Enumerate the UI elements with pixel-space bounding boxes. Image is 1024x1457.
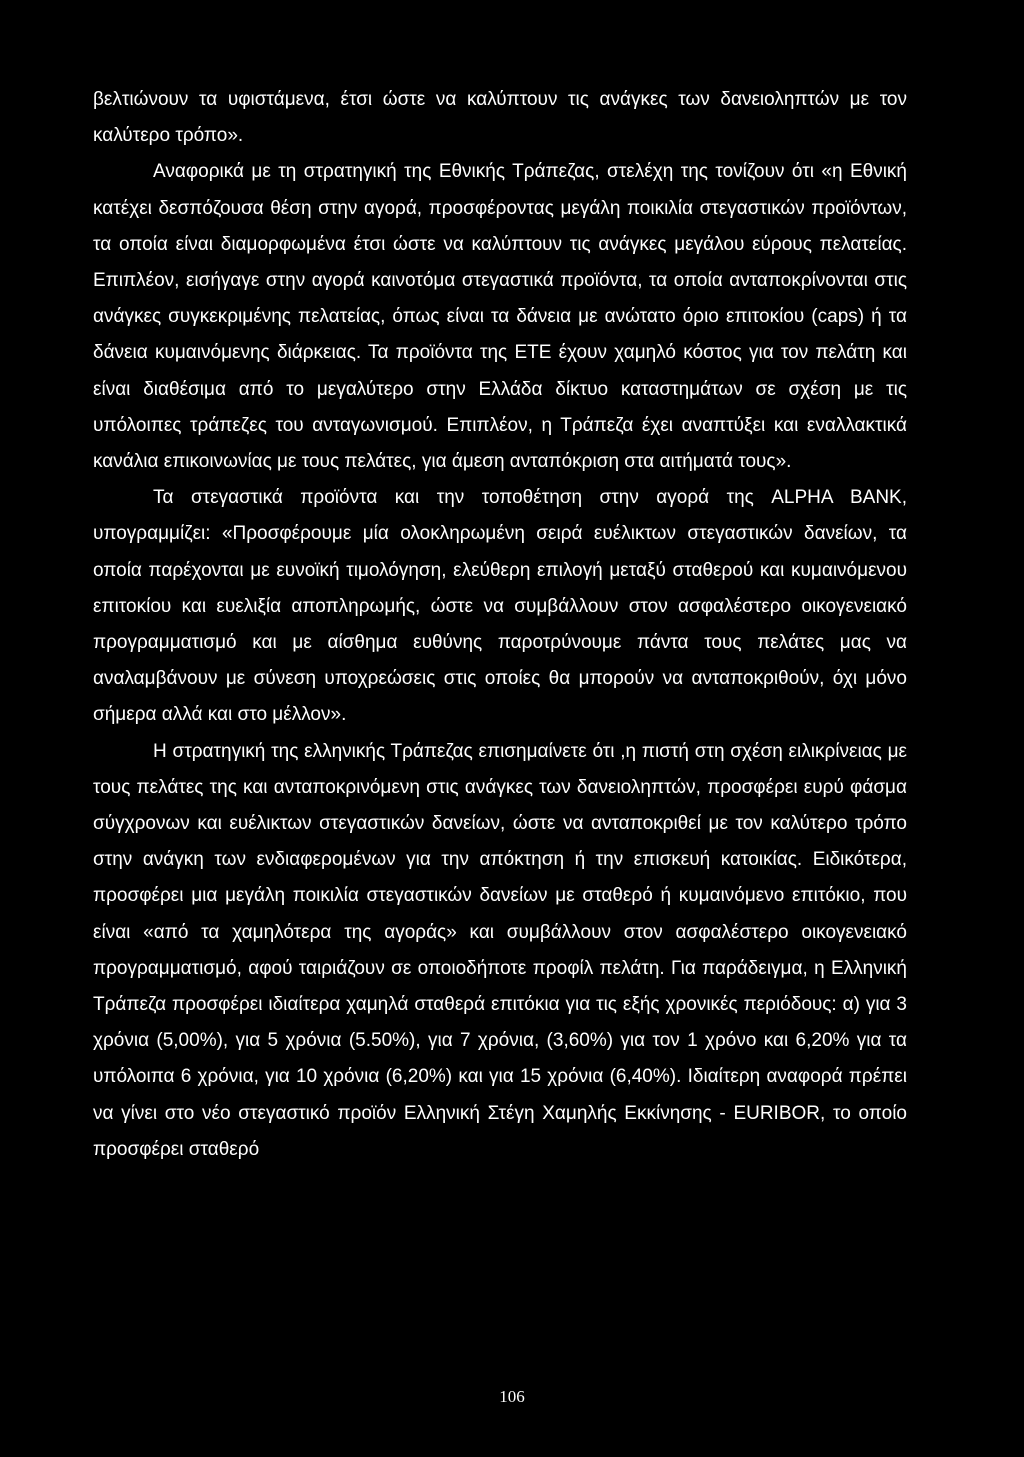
paragraph-national-bank: Αναφορικά με τη στρατηγική της Εθνικής Τράπεζας, στελέχη της τονίζουν ότι «η Εθνική κατέχει δεσπόζουσα θέση στην αγορά, προσφέροντας μεγάλη ποικιλία στεγαστικών προϊόντων, τα οποία είναι διαμορφωμένα έτσι ώστε να καλύπτουν τις ανάγκες μεγάλου εύρους πελατείας. Επιπλέον, εισήγαγε στην αγορά καινοτόμα στεγαστικά προϊόντα, τα οποία ανταποκρίνονται στις ανάγκες συγκεκριμένης πελατείας, όπως είναι τα δάνεια με ανώτατο όριο επιτοκίου (caps) ή τα δάνεια κυμαινόμενης διάρκειας. Τα προϊόντα της ΕΤΕ έχουν χαμηλό κόστος για τον πελάτη και είναι διαθέσιμα από το μεγαλύτερο στην Ελλάδα δίκτυο καταστημάτων σε σχέση με τις υπόλοιπες τράπεζες του ανταγωνισμού. Επιπλέον, η Τράπεζα έχει αναπτύξει και εναλλακτικά κανάλια επικοινωνίας με τους πελάτες, για άμεση ανταπόκριση στα αιτήματά τους». xyxy=(93,161,907,473)
paragraph-continuation: βελτιώνουν τα υφιστάμενα, έτσι ώστε να καλύπτουν τις ανάγκες των δανειοληπτών με τον καλύτερο τρόπο». xyxy=(93,89,907,147)
paragraph-strategy: Η στρατηγική της ελληνικής Τράπεζας επισημαίνετε ότι ,η πιστή στη σχέση ειλικρίνειας με τους πελάτες της και ανταποκρινόμενη στις ανάγκες των δανειοληπτών, προσφέρει ευρύ φάσμα σύγχρονων και ευέλικτων στεγαστικών δανείων, ώστε να ανταποκριθεί με τον καλύτερο τρόπο στην ανάγκη των ενδιαφερομένων για την απόκτηση ή την επισκευή κατοικίας. Ειδικότερα, προσφέρει μια μεγάλη ποικιλία στεγαστικών δανείων με σταθερό ή κυμαινόμενο επιτόκιο, που είναι «από τα χαμηλότερα της αγοράς» και συμβάλλουν στον ασφαλέστερο οικογενειακό προγραμματισμό, αφού ταιριάζουν σε οποιοδήποτε προφίλ πελάτη. Για παράδειγμα, η Ελληνική Τράπεζα προσφέρει ιδιαίτερα χαμηλά σταθερά επιτόκια για τις εξής χρονικές περιόδους: α) για 3 χρόνια (5,00%), για 5 χρόνια (5.50%), για 7 χρόνια, (3,60%) για τον 1 χρόνο και 6,20% για τα υπόλοιπα 6 χρόνια, για 10 χρόνια (6,20%) και για 15 χρόνια (6,40%). Ιδιαίτερη αναφορά πρέπει να γίνει στο νέο στεγαστικό προϊόν Ελληνική Στέγη Χαμηλής Εκκίνησης - EURIBOR, το οποίο προσφέρει σταθερό xyxy=(93,740,907,1160)
paragraph-alpha-bank: Τα στεγαστικά προϊόντα και την τοποθέτηση στην αγορά της ALPHA BANK, υπογραμμίζει: «Προσφέρουμε μία ολοκληρωμένη σειρά ευέλικτων στεγαστικών δανείων, τα οποία παρέχονται με ευνοϊκή τιμολόγηση, ελεύθερη επιλογή μεταξύ σταθερού και κυμαινόμενου επιτοκίου και ευελιξία αποπληρωμής, ώστε να συμβάλλουν στον ασφαλέστερο οικογενειακό προγραμματισμό και με αίσθημα ευθύνης παροτρύνουμε πάντα τους πελάτες μας να αναλαμβάνουν με σύνεση υποχρεώσεις στις οποίες θα μπορούν να ανταποκριθούν, όχι μόνο σήμερα αλλά και στο μέλλον». xyxy=(93,487,907,726)
page-number: 106 xyxy=(499,1387,525,1406)
document-body xyxy=(93,82,907,1168)
